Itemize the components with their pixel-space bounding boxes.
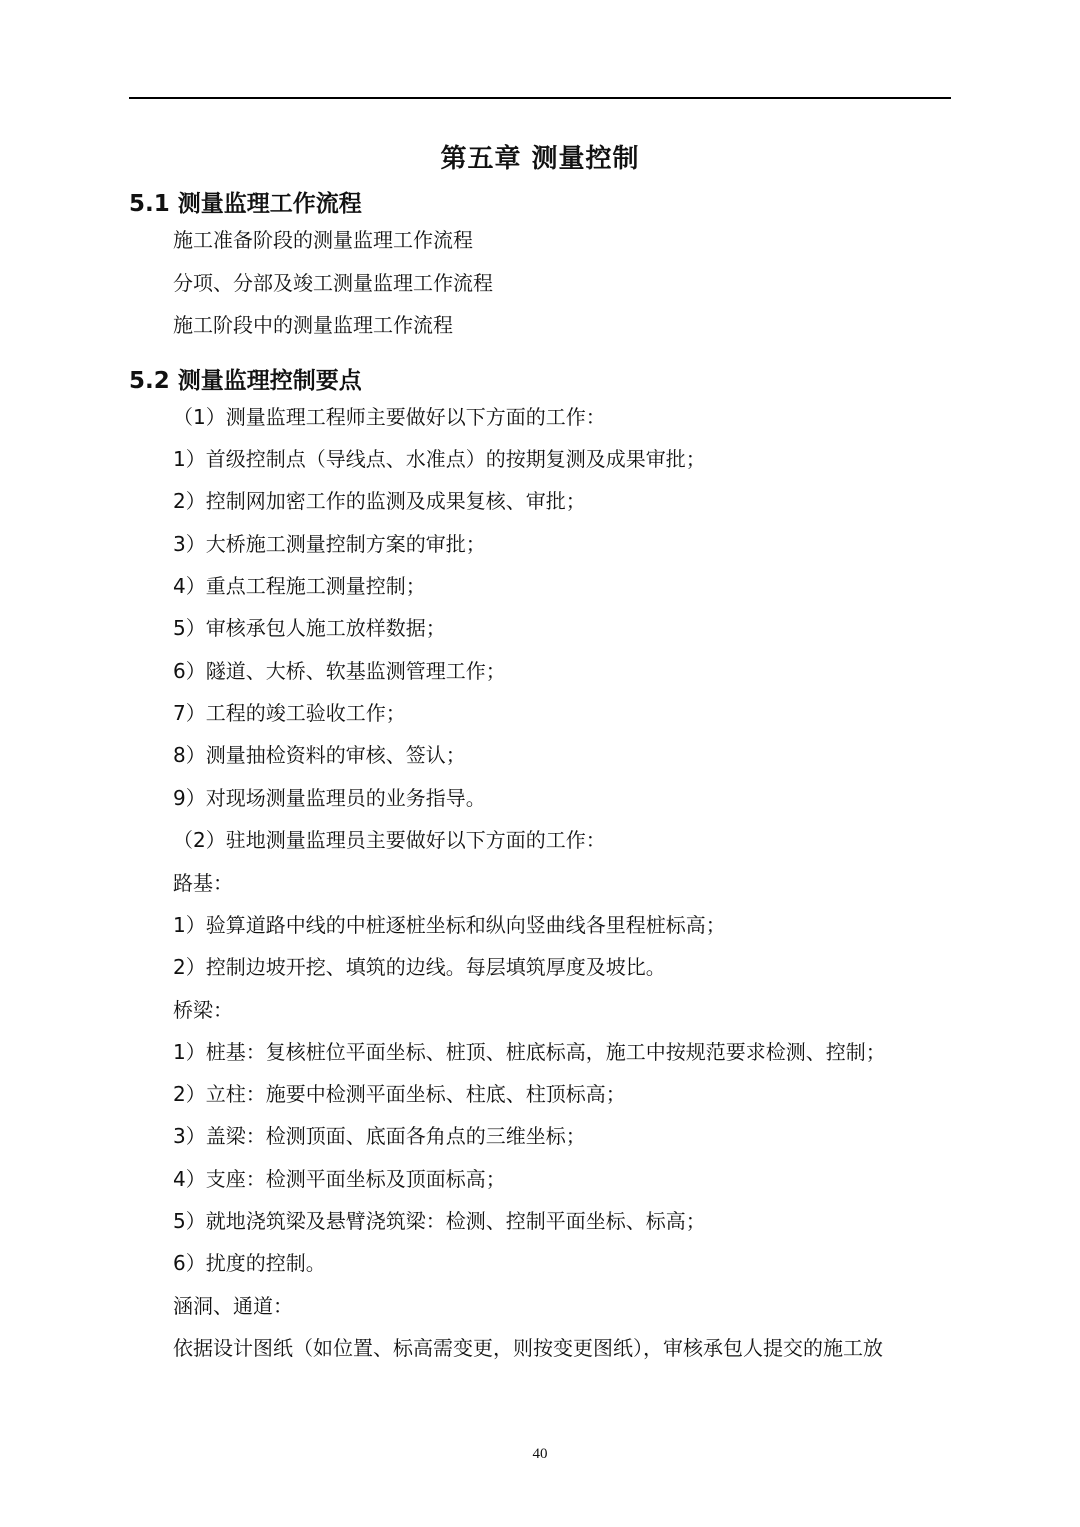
list-item: 5）就地浇筑梁及悬臂浇筑梁：检测、控制平面坐标、标高；	[173, 1209, 706, 1233]
list-item: 6）扰度的控制。	[173, 1251, 326, 1275]
list-item: 5）审核承包人施工放样数据；	[173, 616, 446, 640]
page-number: 40	[532, 1446, 548, 1462]
list-item: 7）工程的竣工验收工作；	[173, 701, 406, 725]
section-heading-5-1: 5.1 测量监理工作流程	[129, 191, 362, 217]
list-item: 9）对现场测量监理员的业务指导。	[173, 786, 486, 810]
paragraph-line: 施工阶段中的测量监理工作流程	[173, 313, 453, 337]
header-rule	[129, 97, 951, 99]
list-item: 8）测量抽检资料的审核、签认；	[173, 743, 466, 767]
paragraph-line: （2）驻地测量监理员主要做好以下方面的工作：	[173, 828, 606, 852]
chapter-title: 第五章 测量控制	[440, 144, 640, 174]
subheading-subgrade: 路基：	[173, 871, 233, 895]
paragraph-line: 依据设计图纸（如位置、标高需变更，则按变更图纸），审核承包人提交的施工放	[173, 1336, 883, 1360]
paragraph-line: 分项、分部及竣工测量监理工作流程	[173, 271, 493, 295]
list-item: 2）立柱：施要中检测平面坐标、柱底、柱顶标高；	[173, 1082, 626, 1106]
list-item: 1）验算道路中线的中桩逐桩坐标和纵向竖曲线各里程桩标高；	[173, 913, 726, 937]
paragraph-line: 施工准备阶段的测量监理工作流程	[173, 228, 473, 252]
list-item: 3）大桥施工测量控制方案的审批；	[173, 532, 486, 556]
list-item: 3）盖梁：检测顶面、底面各角点的三维坐标；	[173, 1124, 586, 1148]
list-item: 1）首级控制点（导线点、水准点）的按期复测及成果审批；	[173, 447, 706, 471]
list-item: 2）控制边坡开挖、填筑的边线。每层填筑厚度及坡比。	[173, 955, 666, 979]
list-item: 1）桩基：复核桩位平面坐标、桩顶、桩底标高，施工中按规范要求检测、控制；	[173, 1040, 886, 1064]
list-item: 2）控制网加密工作的监测及成果复核、审批；	[173, 489, 586, 513]
list-item: 4）支座：检测平面坐标及顶面标高；	[173, 1167, 506, 1191]
subheading-bridge: 桥梁：	[173, 998, 233, 1022]
list-item: 4）重点工程施工测量控制；	[173, 574, 426, 598]
subheading-culvert: 涵洞、通道：	[173, 1294, 293, 1318]
list-item: 6）隧道、大桥、软基监测管理工作；	[173, 659, 506, 683]
paragraph-line: （1）测量监理工程师主要做好以下方面的工作：	[173, 405, 606, 429]
section-heading-5-2: 5.2 测量监理控制要点	[129, 368, 362, 394]
